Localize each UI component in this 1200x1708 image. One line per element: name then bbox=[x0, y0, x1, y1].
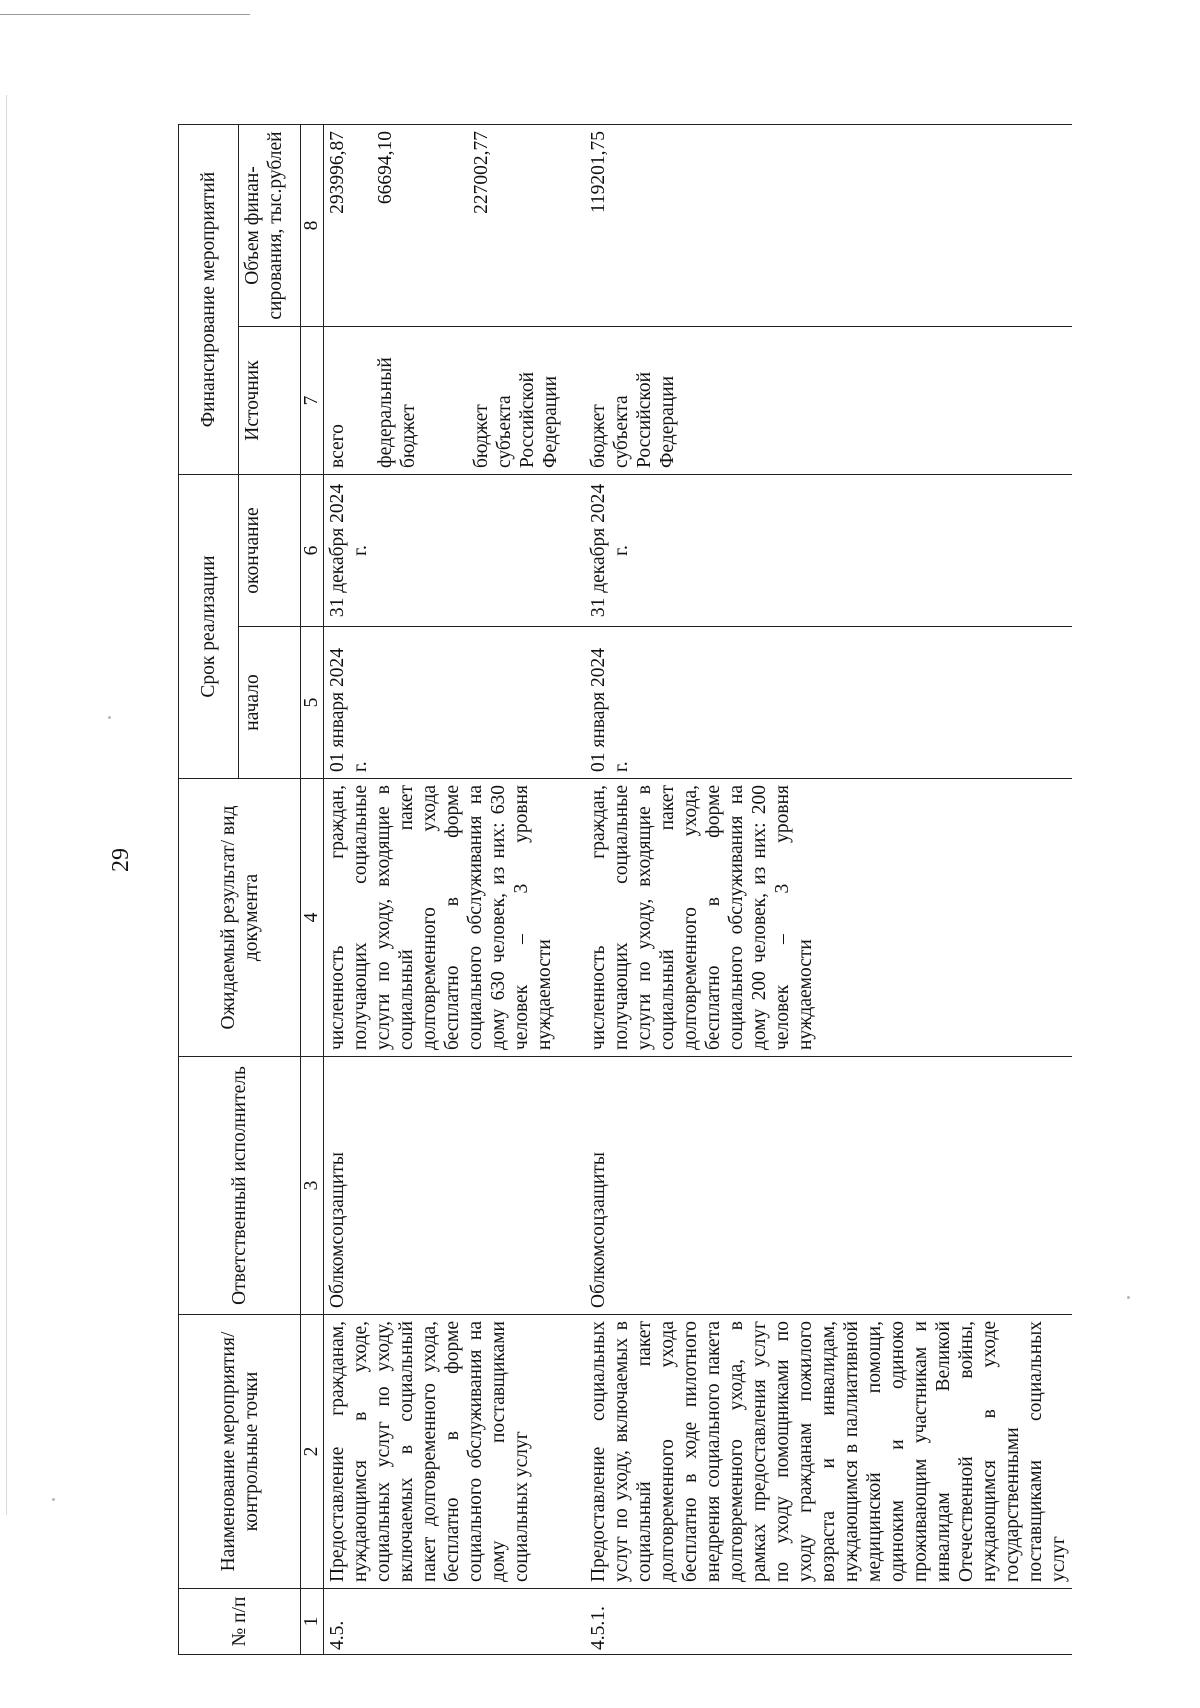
funding-source: бюджет субъекта Российской Федерации bbox=[470, 371, 561, 468]
header-executor: Ответственный исполнитель bbox=[179, 1057, 301, 1315]
funding-amount: 293996,87 bbox=[326, 130, 348, 214]
row-number: 4.5.1. bbox=[585, 1589, 1072, 1655]
header-term-group: Срок реализации bbox=[179, 475, 239, 779]
column-number: 5 bbox=[301, 627, 324, 779]
measure-name: Предоставление гражданам, нуждающимся в уходе, социальных услуг по уходу, включаемых в социальный пакет долговременного ухода, бесплатно в форме социального обслуживания на дому поставщиками социальных услуг bbox=[323, 1315, 585, 1589]
start-date: 01 января 2024 г. bbox=[585, 627, 1072, 779]
page-number: 29 bbox=[108, 848, 134, 872]
scan-speck bbox=[1127, 1296, 1130, 1299]
scan-speck bbox=[52, 1498, 55, 1501]
header-financing-group: Финансирование мероприятий bbox=[179, 124, 239, 474]
column-numbers-row bbox=[301, 124, 324, 1654]
header-amount: Объем финан-сирования, тыс.рублей bbox=[239, 124, 301, 326]
start-date: 01 января 2024 г. bbox=[323, 627, 585, 779]
funding-source: федеральный бюджет bbox=[374, 357, 419, 468]
header-start: начало bbox=[239, 627, 301, 779]
table-row bbox=[585, 124, 1072, 1654]
column-number: 3 bbox=[301, 1057, 324, 1315]
end-date: 31 декабря 2024 г. bbox=[585, 475, 1072, 627]
scan-edge-line bbox=[0, 14, 250, 15]
funding-amount: 66694,10 bbox=[374, 130, 396, 205]
funding-amounts bbox=[323, 124, 585, 326]
executor: Облкомсоцзащиты bbox=[323, 1057, 585, 1315]
funding-sources bbox=[323, 327, 585, 475]
funding-sources bbox=[585, 327, 1072, 475]
funding-source: всего bbox=[326, 424, 348, 468]
column-number: 4 bbox=[301, 779, 324, 1057]
measure-name: Предоставление социальных услуг по уходу, включаемых в социальный пакет долговременного ухода бесплатно в ходе пилотного внедрения социального пакета долговременного ухода, в рамках предоставления услуг по уходу помощниками по уходу гражданам пожилого возраста и инвалидам, нуждающимся в паллиативной медицинской помощи, одиноким и одиноко проживающим участникам и инвалидам Великой Отечественной войны, нуждающимся в уходе государственными поставщиками социальных услуг bbox=[585, 1315, 1072, 1589]
expected-result: численность граждан, получающих социальные услуги по уходу, входящие в социальный пакет долговременного ухода, бесплатно в форме социального обслуживания на дому 200 человек, из них: 200 человек – 3 уровня нуждаемости bbox=[585, 779, 1072, 1057]
end-date: 31 декабря 2024 г. bbox=[323, 475, 585, 627]
scan-edge-line bbox=[6, 95, 7, 1515]
column-number: 1 bbox=[301, 1589, 324, 1655]
funding-amount: 119201,75 bbox=[588, 130, 609, 214]
column-number: 8 bbox=[301, 124, 324, 326]
executor: Облкомсоцзащиты bbox=[585, 1057, 1072, 1315]
scan-speck bbox=[108, 716, 111, 719]
column-number: 6 bbox=[301, 475, 324, 627]
measures-table bbox=[178, 124, 1072, 1655]
header-source: Источник bbox=[239, 327, 301, 475]
table-row bbox=[323, 124, 585, 1654]
funding-amounts bbox=[585, 124, 1072, 326]
header-num: № п/п bbox=[179, 1589, 301, 1655]
funding-source: бюджет субъекта Российской Федерации bbox=[588, 371, 678, 468]
expected-result: численность граждан, получающих социальные услуги по уходу, входящие в социальный пакет долговременного ухода бесплатно в форме социального обслуживания на дому 630 человек, из них: 630 человек – 3 уровня нуждаемости bbox=[323, 779, 585, 1057]
landscape-page bbox=[178, 125, 1106, 1655]
header-result: Ожидаемый результат/ вид документа bbox=[179, 779, 301, 1057]
header-end: окончание bbox=[239, 475, 301, 627]
header-name: Наименование мероприятия/ контрольные точки bbox=[179, 1315, 301, 1589]
column-number: 7 bbox=[301, 327, 324, 475]
funding-amount: 227002,77 bbox=[470, 130, 492, 214]
column-number: 2 bbox=[301, 1315, 324, 1589]
row-number: 4.5. bbox=[323, 1589, 585, 1655]
